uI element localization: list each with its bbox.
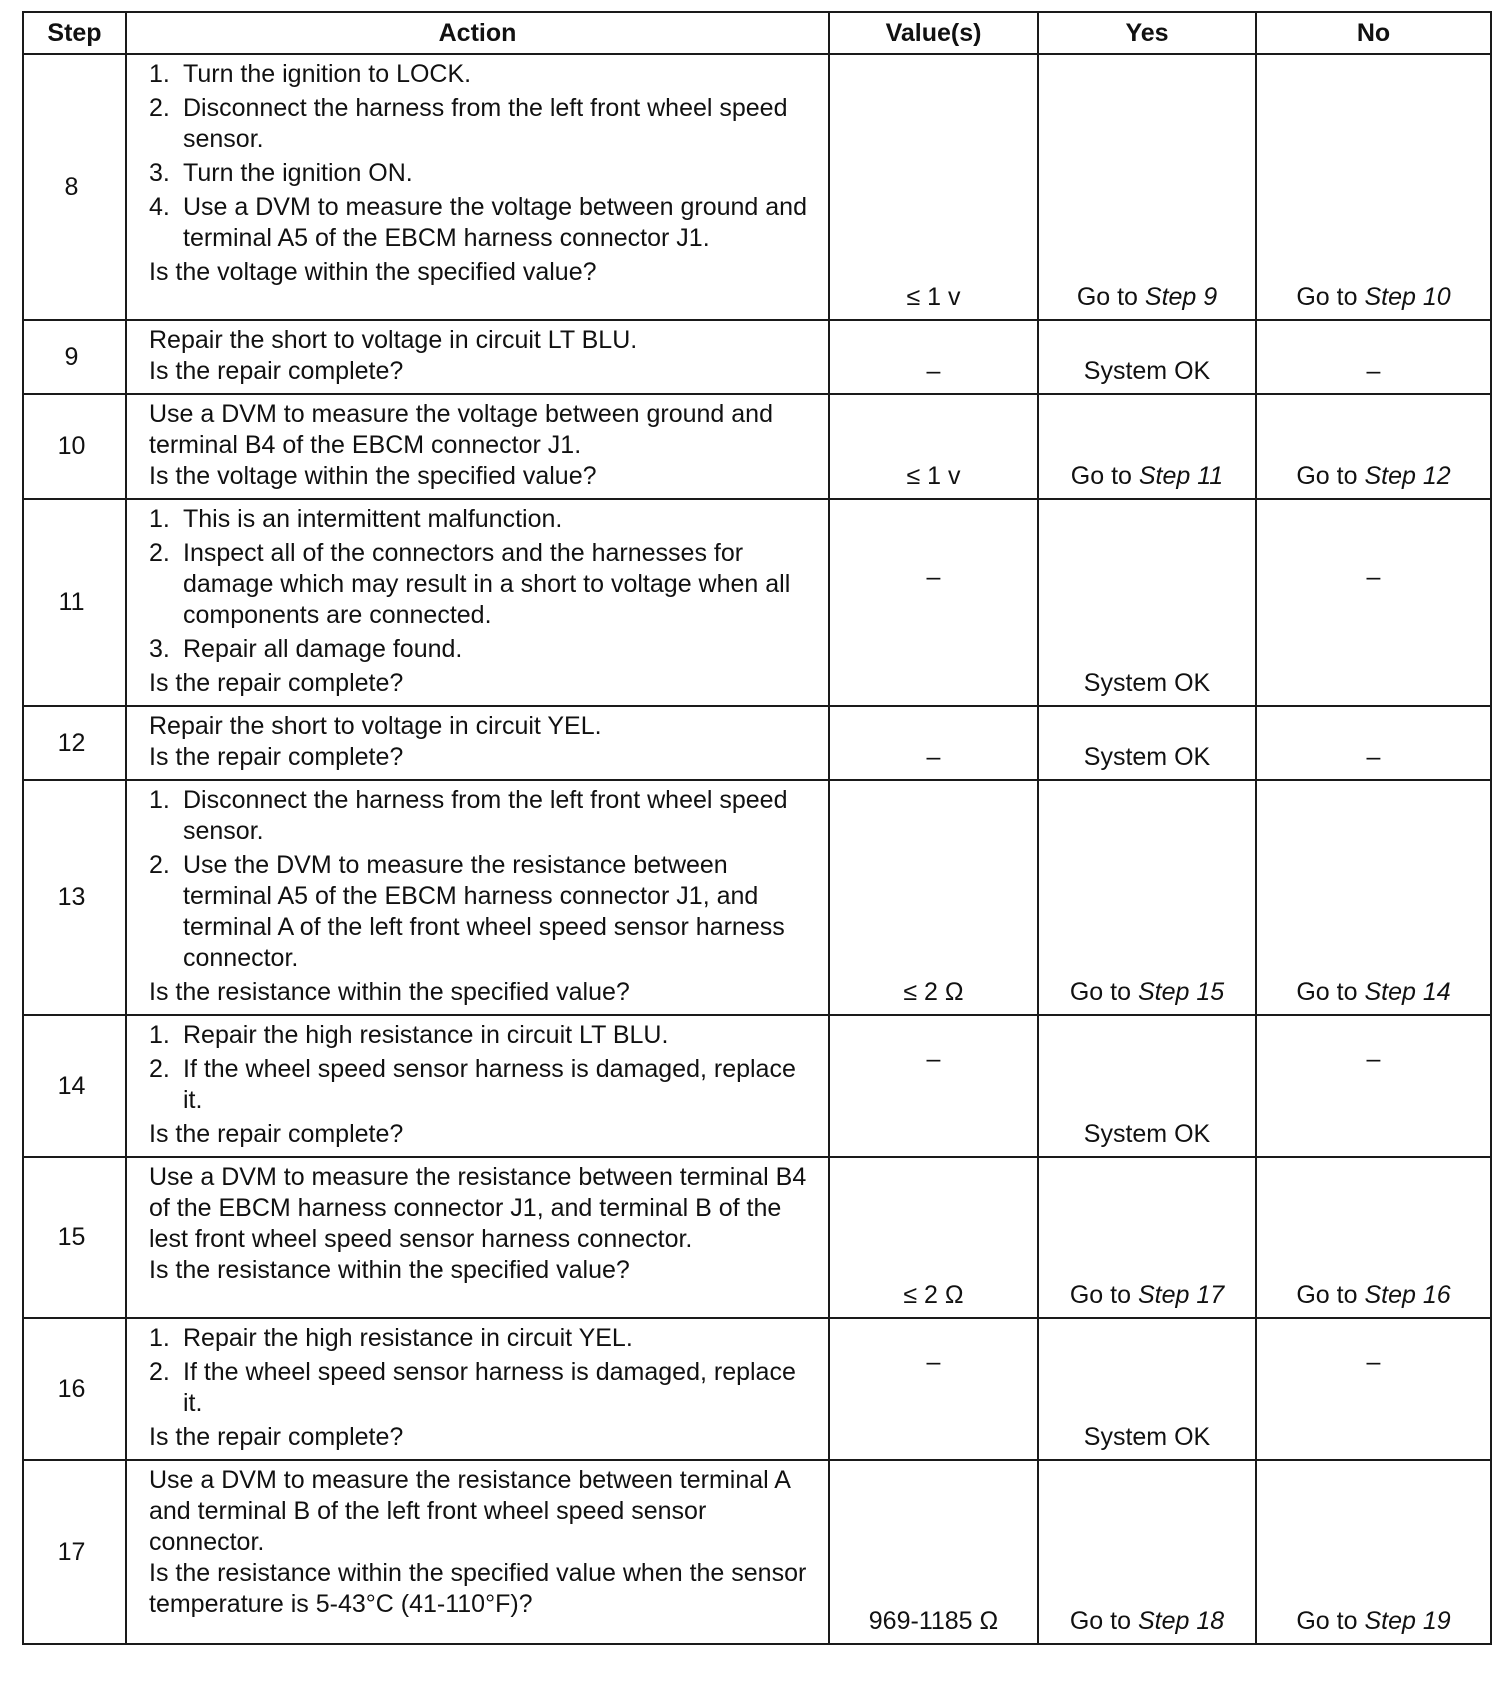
action-text: Repair the short to voltage in circuit YEL. xyxy=(149,712,602,740)
action-step: 3. Turn the ignition ON. xyxy=(149,159,413,187)
action-step: 2. Disconnect the harness from the left front wheel speed sensor. xyxy=(149,94,788,153)
value-cell: – xyxy=(829,499,1038,706)
action-steps xyxy=(149,1020,814,1116)
no-cell: – xyxy=(1256,706,1491,780)
step-number: 9 xyxy=(23,320,126,394)
no-cell: – xyxy=(1256,499,1491,706)
action-question: Is the resistance within the specified value? xyxy=(149,1256,630,1284)
action-cell xyxy=(126,1015,829,1157)
yes-cell: Go to Step 17 xyxy=(1038,1157,1256,1318)
step-number: 13 xyxy=(23,780,126,1015)
no-cell: Go to Step 10 xyxy=(1256,54,1491,320)
step-number: 12 xyxy=(23,706,126,780)
no-step-ref: Step 10 xyxy=(1364,283,1451,311)
action-cell xyxy=(126,499,829,706)
action-steps xyxy=(149,785,814,974)
action-step: 2. If the wheel speed sensor harness is damaged, replace it. xyxy=(149,1055,796,1114)
table-row xyxy=(23,1460,1491,1644)
yes-cell: System OK xyxy=(1038,1318,1256,1460)
action-cell xyxy=(126,706,829,780)
header-step: Step xyxy=(23,12,126,54)
action-question: Is the repair complete? xyxy=(149,743,404,771)
action-steps xyxy=(149,1323,814,1419)
action-question: Is the resistance within the specified value? xyxy=(149,978,630,1006)
table-row xyxy=(23,54,1491,320)
action-step: 1. Repair the high resistance in circuit YEL. xyxy=(149,1324,633,1352)
step-number: 16 xyxy=(23,1318,126,1460)
action-step: 1. Turn the ignition to LOCK. xyxy=(149,60,472,88)
value-cell: ≤ 1 v xyxy=(829,54,1038,320)
no-cell: Go to Step 12 xyxy=(1256,394,1491,499)
no-cell: – xyxy=(1256,1318,1491,1460)
table-row xyxy=(23,394,1491,499)
action-steps xyxy=(149,504,814,665)
no-cell: Go to Step 14 xyxy=(1256,780,1491,1015)
action-text: Use a DVM to measure the resistance between terminal A and terminal B of the left front wheel speed sensor connector. xyxy=(149,1466,790,1556)
table-row xyxy=(23,780,1491,1015)
yes-cell: System OK xyxy=(1038,320,1256,394)
action-text: Use a DVM to measure the voltage between ground and terminal B4 of the EBCM connector J1. xyxy=(149,400,773,459)
step-number: 8 xyxy=(23,54,126,320)
value-cell: – xyxy=(829,706,1038,780)
action-cell xyxy=(126,1460,829,1644)
header-yes: Yes xyxy=(1038,12,1256,54)
no-step-ref: Step 19 xyxy=(1364,1607,1451,1635)
yes-cell: Go to Step 9 xyxy=(1038,54,1256,320)
action-cell xyxy=(126,1157,829,1318)
table-row xyxy=(23,706,1491,780)
action-cell xyxy=(126,1318,829,1460)
header-no: No xyxy=(1256,12,1491,54)
action-step: 1. Disconnect the harness from the left front wheel speed sensor. xyxy=(149,786,788,845)
action-question: Is the repair complete? xyxy=(149,669,404,697)
action-question: Is the repair complete? xyxy=(149,357,404,385)
diagnostic-table xyxy=(22,11,1492,1645)
value-cell: – xyxy=(829,1015,1038,1157)
action-cell xyxy=(126,54,829,320)
step-number: 10 xyxy=(23,394,126,499)
action-text: Repair the short to voltage in circuit LT BLU. xyxy=(149,326,638,354)
table-row xyxy=(23,499,1491,706)
action-step: 2. Inspect all of the connectors and the harnesses for damage which may result in a short to voltage when all components are connected. xyxy=(149,539,791,629)
yes-cell: System OK xyxy=(1038,1015,1256,1157)
value-cell: ≤ 2 Ω xyxy=(829,780,1038,1015)
table-row xyxy=(23,1015,1491,1157)
yes-step-ref: Step 18 xyxy=(1137,1607,1225,1635)
yes-cell: Go to Step 11 xyxy=(1038,394,1256,499)
step-number: 17 xyxy=(23,1460,126,1644)
action-step: 4. Use a DVM to measure the voltage between ground and terminal A5 of the EBCM harness connector J1. xyxy=(149,193,807,252)
value-cell: ≤ 2 Ω xyxy=(829,1157,1038,1318)
action-step: 3. Repair all damage found. xyxy=(149,635,463,663)
no-cell: – xyxy=(1256,1015,1491,1157)
header-values: Value(s) xyxy=(829,12,1038,54)
header-action: Action xyxy=(126,12,829,54)
no-step-ref: Step 14 xyxy=(1364,978,1451,1006)
no-cell: Go to Step 16 xyxy=(1256,1157,1491,1318)
value-cell: ≤ 1 v xyxy=(829,394,1038,499)
action-cell xyxy=(126,394,829,499)
step-number: 11 xyxy=(23,499,126,706)
header-row xyxy=(23,12,1491,54)
action-question: Is the resistance within the specified value when the sensor temperature is 5-43°C (41-110°F)? xyxy=(149,1559,807,1618)
no-step-ref: Step 12 xyxy=(1364,462,1451,490)
action-text: Use a DVM to measure the resistance between terminal B4 of the EBCM harness connector J1, and terminal B of the lest front wheel speed sensor harness connector. xyxy=(149,1163,807,1253)
yes-cell: Go to Step 18 xyxy=(1038,1460,1256,1644)
yes-step-ref: Step 15 xyxy=(1137,978,1225,1006)
yes-step-ref: Step 17 xyxy=(1137,1281,1225,1309)
action-step: 2. Use the DVM to measure the resistance between terminal A5 of the EBCM harness connector J1, and terminal A of the left front wheel speed sensor harness connector. xyxy=(149,851,785,972)
action-question: Is the voltage within the specified value? xyxy=(149,462,597,490)
action-step: 1. This is an intermittent malfunction. xyxy=(149,505,563,533)
table-row xyxy=(23,1318,1491,1460)
yes-cell: Go to Step 15 xyxy=(1038,780,1256,1015)
yes-cell: System OK xyxy=(1038,499,1256,706)
no-cell: Go to Step 19 xyxy=(1256,1460,1491,1644)
action-step: 1. Repair the high resistance in circuit LT BLU. xyxy=(149,1021,669,1049)
yes-cell: System OK xyxy=(1038,706,1256,780)
table-row xyxy=(23,1157,1491,1318)
yes-step-ref: Step 11 xyxy=(1138,462,1224,490)
no-cell: – xyxy=(1256,320,1491,394)
table-row xyxy=(23,320,1491,394)
action-cell xyxy=(126,780,829,1015)
value-cell: 969-1185 Ω xyxy=(829,1460,1038,1644)
value-cell: – xyxy=(829,1318,1038,1460)
yes-step-ref: Step 9 xyxy=(1144,283,1218,311)
action-step: 2. If the wheel speed sensor harness is damaged, replace it. xyxy=(149,1358,796,1417)
step-number: 14 xyxy=(23,1015,126,1157)
action-cell xyxy=(126,320,829,394)
step-number: 15 xyxy=(23,1157,126,1318)
value-cell: – xyxy=(829,320,1038,394)
action-question: Is the repair complete? xyxy=(149,1120,404,1148)
action-question: Is the repair complete? xyxy=(149,1423,404,1451)
action-steps xyxy=(149,59,814,254)
no-step-ref: Step 16 xyxy=(1364,1281,1451,1309)
action-question: Is the voltage within the specified value? xyxy=(149,258,597,286)
